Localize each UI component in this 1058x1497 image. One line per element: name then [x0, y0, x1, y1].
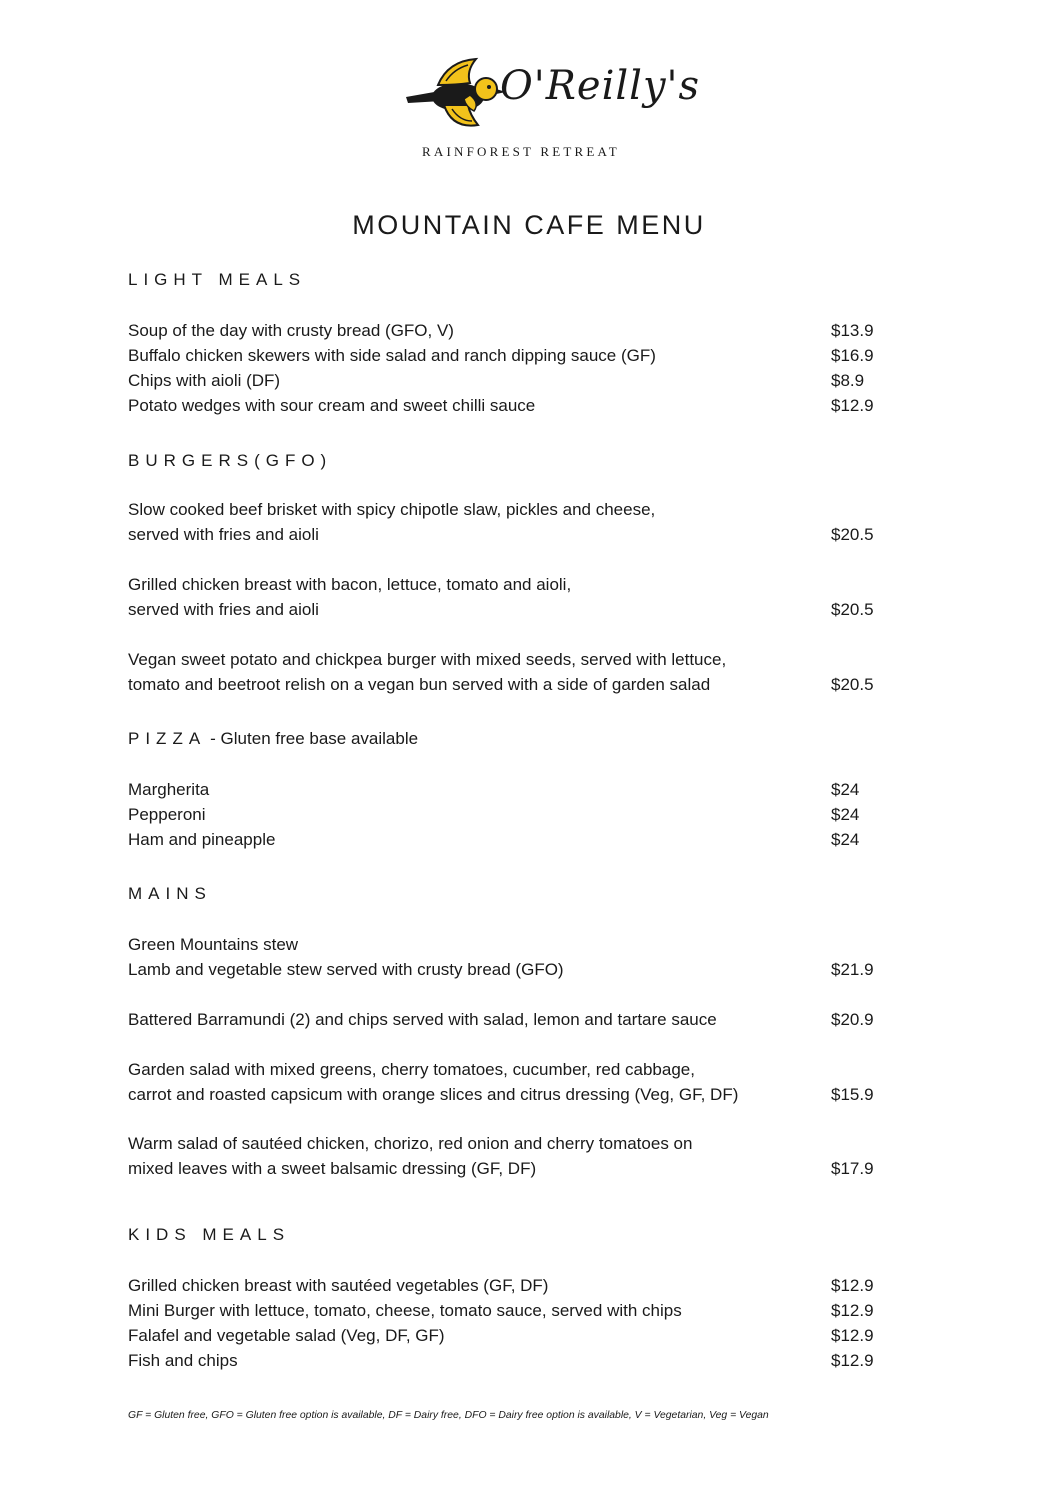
menu-item-price: $13.9 — [831, 321, 874, 340]
menu-item-name: Slow cooked beef brisket with spicy chipotle slaw, pickles and cheese, — [128, 500, 656, 519]
menu-item-name: Buffalo chicken skewers with side salad and ranch dipping sauce (GF) — [128, 346, 656, 365]
section-heading-burgers: BURGERS(GFO) — [128, 451, 333, 470]
menu-item-price: $12.9 — [831, 1301, 874, 1320]
menu-item-price: $20.5 — [831, 600, 874, 619]
bird-icon — [400, 55, 510, 135]
menu-item-price: $24 — [831, 805, 860, 824]
page-title: MOUNTAIN CAFE MENU — [352, 210, 706, 240]
menu-item-name: tomato and beetroot relish on a vegan bun served with a side of garden salad — [128, 675, 711, 694]
menu-item-name: served with fries and aioli — [128, 600, 319, 619]
menu-item-name: Soup of the day with crusty bread (GFO, V) — [128, 321, 454, 340]
menu-item-name: Garden salad with mixed greens, cherry tomatoes, cucumber, red cabbage, — [128, 1060, 695, 1079]
menu-item-name: Vegan sweet potato and chickpea burger with mixed seeds, served with lettuce, — [128, 650, 727, 669]
menu-item-name: Grilled chicken breast with bacon, lettuce, tomato and aioli, — [128, 575, 572, 594]
section-heading-pizza — [128, 729, 418, 749]
menu-item-price: $16.9 — [831, 346, 874, 365]
menu-item-name: Pepperoni — [128, 805, 206, 824]
menu-item-price: $20.9 — [831, 1010, 874, 1029]
menu-item-price: $20.5 — [831, 675, 874, 694]
section-heading-kids-meals: KIDS MEALS — [128, 1225, 291, 1244]
menu-item-name: Falafel and vegetable salad (Veg, DF, GF) — [128, 1326, 445, 1345]
logo-script: O'Reilly's — [500, 63, 701, 109]
menu-item-price: $24 — [831, 830, 860, 849]
menu-item-price: $17.9 — [831, 1159, 874, 1178]
menu-item-name: served with fries and aioli — [128, 525, 319, 544]
menu-item-name: Lamb and vegetable stew served with crusty bread (GFO) — [128, 960, 564, 979]
menu-item-name: Potato wedges with sour cream and sweet chilli sauce — [128, 396, 536, 415]
menu-item-name: Fish and chips — [128, 1351, 238, 1370]
menu-item-price: $12.9 — [831, 1351, 874, 1370]
section-heading-mains: MAINS — [128, 884, 212, 903]
logo-subtitle: RAINFOREST RETREAT — [422, 144, 620, 159]
logo — [400, 55, 701, 165]
menu-item-name: Mini Burger with lettuce, tomato, cheese, tomato sauce, served with chips — [128, 1301, 682, 1320]
menu-item-price: $20.5 — [831, 525, 874, 544]
menu-item-price: $12.9 — [831, 1326, 874, 1345]
menu-item-price: $15.9 — [831, 1085, 874, 1104]
pizza-heading-label: PIZZA — [128, 729, 207, 748]
menu-item-name: Warm salad of sautéed chicken, chorizo, red onion and cherry tomatoes on — [128, 1134, 693, 1153]
dietary-legend-footnote: GF = Gluten free, GFO = Gluten free option is available, DF = Dairy free, DFO = Dairy free option is available, V = Vegetarian, Veg = Vegan — [128, 1410, 769, 1421]
menu-item-name: Margherita — [128, 780, 210, 799]
menu-item-name: Chips with aioli (DF) — [128, 371, 281, 390]
menu-item-name: mixed leaves with a sweet balsamic dressing (GF, DF) — [128, 1159, 537, 1178]
menu-item-name: Ham and pineapple — [128, 830, 276, 849]
section-heading-light-meals: LIGHT MEALS — [128, 270, 307, 289]
menu-item-price: $12.9 — [831, 1276, 874, 1295]
menu-item-price: $8.9 — [831, 371, 865, 390]
menu-item-name: Green Mountains stew — [128, 935, 299, 954]
menu-item-price: $21.9 — [831, 960, 874, 979]
menu-item-name: Battered Barramundi (2) and chips served with salad, lemon and tartare sauce — [128, 1010, 717, 1029]
menu-item-price: $24 — [831, 780, 860, 799]
menu-item-name: Grilled chicken breast with sautéed vegetables (GF, DF) — [128, 1276, 549, 1295]
pizza-heading-note: - Gluten free base available — [210, 729, 419, 748]
menu-item-name: carrot and roasted capsicum with orange slices and citrus dressing (Veg, GF, DF) — [128, 1085, 739, 1104]
menu-item-price: $12.9 — [831, 396, 874, 415]
